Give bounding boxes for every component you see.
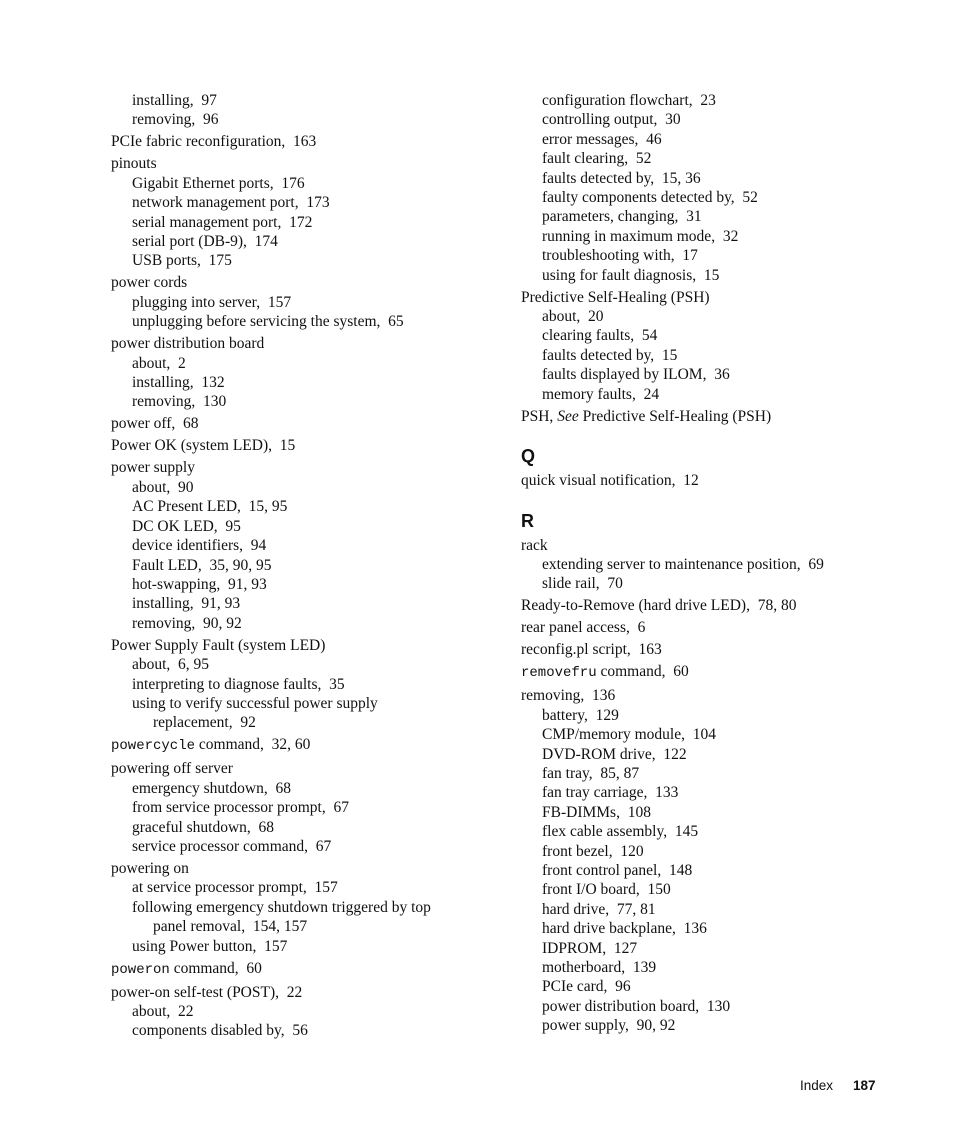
entry-text: panel removal, 154, 157 [153,918,308,936]
entry-text: parameters, changing, 31 [542,208,702,226]
index-subentry [111,536,491,555]
entry-text: removing, 136 [521,687,616,705]
entry-text: clearing faults, 54 [542,327,658,345]
entry-text: troubleshooting with, 17 [542,247,698,265]
index-subentry [521,169,901,188]
entry-text: front control panel, 148 [542,861,693,879]
index-subentry [521,822,901,841]
entry-text: about, 20 [542,308,604,326]
index-subentry [111,312,491,331]
index-entry-continuation [111,917,491,936]
entry-text: faults displayed by ILOM, 36 [542,366,730,384]
entry-text: power supply [111,459,195,477]
index-subentry [521,997,901,1016]
entry-text: extending server to maintenance position, 69 [542,555,824,573]
index-subentry [111,818,491,837]
index-subentry [521,574,901,593]
page-footer [800,1078,876,1093]
index-entry [111,414,491,433]
entry-text: from service processor prompt, 67 [132,799,349,817]
index-subentry [111,594,491,613]
entry-text: rear panel access, 6 [521,619,646,637]
index-entry [111,458,491,477]
entry-text: installing, 97 [132,92,217,109]
entry-text: PCIe card, 96 [542,978,631,996]
entry-text: power off, 68 [111,415,199,433]
index-subentry [521,783,901,802]
entry-text: faults detected by, 15, 36 [542,169,701,187]
index-subentry [111,193,491,212]
entry-text: memory faults, 24 [542,385,660,403]
entry-text: faults detected by, 15 [542,346,678,364]
index-subentry [111,354,491,373]
entry-text: fan tray carriage, 133 [542,784,679,802]
index-letter-heading: Q [521,446,536,467]
entry-text: using to verify successful power supply [132,694,378,712]
index-subentry [521,745,901,764]
index-subentry [521,149,901,168]
entry-text: DVD-ROM drive, 122 [542,745,687,763]
entry-text: emergency shutdown, 68 [132,779,291,797]
entry-text: faulty components detected by, 52 [542,189,758,207]
index-entry [111,636,491,655]
command-name: powercycle [111,738,196,755]
entry-text: hard drive backplane, 136 [542,920,707,938]
index-entry [521,471,901,490]
index-subentry [111,575,491,594]
index-subentry [111,1021,491,1040]
entry-text: pinouts [111,155,157,173]
index-entry [521,407,901,426]
index-entry [521,536,901,555]
entry-text: power cords [111,274,188,292]
index-subentry [111,898,491,917]
index-subentry [521,326,901,345]
index-letter-heading: R [521,510,534,531]
entry-text: FB-DIMMs, 108 [542,803,651,821]
entry-text: Predictive Self-Healing (PSH) [578,407,772,425]
index-subentry [111,837,491,856]
entry-text: motherboard, 139 [542,959,657,976]
entry-text: removing, 90, 92 [132,614,242,632]
entry-text: command, 60 [169,959,262,977]
index-entry [521,596,901,615]
entry-text: reconfig.pl script, 163 [521,641,662,659]
index-entry [111,154,491,173]
entry-text: IDPROM, 127 [542,939,638,957]
entry-text: powering on [111,859,189,877]
index-entry-continuation [111,713,491,732]
index-column-right [521,91,901,1036]
entry-text: configuration flowchart, 23 [542,92,716,109]
entry-text: battery, 129 [542,706,619,724]
index-entry [521,662,901,683]
index-entry [521,288,901,307]
entry-text: device identifiers, 94 [132,537,267,555]
index-entry [111,132,491,151]
entry-text: DC OK LED, 95 [132,517,241,535]
entry-text: CMP/memory module, 104 [542,726,716,744]
index-entry [111,959,491,980]
page-number: 187 [853,1078,876,1093]
index-entry [111,983,491,1002]
index-subentry [521,266,901,285]
entry-text: following emergency shutdown triggered by top [132,898,431,916]
index-subentry [521,725,901,744]
index-subentry [521,880,901,899]
index-subentry [111,779,491,798]
entry-text: network management port, 173 [132,194,330,212]
command-name: removefru [521,665,597,682]
index-subentry [521,227,901,246]
entry-text: rack [521,536,548,554]
see-reference: See [557,407,579,425]
index-subentry [111,655,491,674]
command-name: poweron [111,961,170,978]
entry-text: about, 6, 95 [132,656,210,674]
index-subentry [521,91,901,110]
index-subentry [521,1016,901,1035]
entry-text: slide rail, 70 [542,575,623,593]
index-entry [111,859,491,878]
index-subentry [111,878,491,897]
entry-text: serial management port, 172 [132,213,313,231]
footer-section: Index [800,1078,834,1093]
entry-text: using Power button, 157 [132,937,288,955]
index-subentry [111,556,491,575]
entry-text: error messages, 46 [542,130,662,148]
entry-text: about, 2 [132,354,186,372]
entry-text: controlling output, 30 [542,111,681,129]
entry-text: plugging into server, 157 [132,293,292,311]
index-subentry [521,307,901,326]
index-subentry [521,977,901,996]
entry-text: flex cable assembly, 145 [542,823,699,841]
entry-text: command, 60 [596,663,689,681]
index-subentry [521,130,901,149]
entry-text: Predictive Self-Healing (PSH) [521,288,710,306]
index-subentry [111,1002,491,1021]
entry-text: Ready-to-Remove (hard drive LED), 78, 80 [521,597,797,615]
index-subentry [521,110,901,129]
index-subentry [111,497,491,516]
index-subentry [521,861,901,880]
entry-text: front I/O board, 150 [542,881,671,899]
entry-text: Gigabit Ethernet ports, 176 [132,174,305,192]
entry-text: about, 22 [132,1003,194,1020]
entry-text: removing, 96 [132,111,219,129]
entry-text: fault clearing, 52 [542,150,652,168]
index-subentry [111,478,491,497]
entry-text: interpreting to diagnose faults, 35 [132,675,345,693]
index-subentry [521,246,901,265]
entry-text: service processor command, 67 [132,837,332,855]
entry-text: fan tray, 85, 87 [542,764,640,782]
index-subentry [521,365,901,384]
index-subentry [111,91,491,110]
index-subentry [111,232,491,251]
index-subentry [111,675,491,694]
index-subentry [521,803,901,822]
index-subentry [521,939,901,958]
entry-text: removing, 130 [132,393,227,411]
entry-text: unplugging before servicing the system, 65 [132,313,404,331]
entry-text: power supply, 90, 92 [542,1017,676,1035]
index-subentry [111,213,491,232]
index-subentry [521,900,901,919]
entry-text: Power Supply Fault (system LED) [111,636,326,654]
entry-text: installing, 132 [132,374,225,392]
index-subentry [521,842,901,861]
index-subentry [111,174,491,193]
index-subentry [111,614,491,633]
index-subentry [521,958,901,977]
index-subentry [521,207,901,226]
index-subentry [111,517,491,536]
entry-text: running in maximum mode, 32 [542,227,739,245]
index-entry [111,273,491,292]
index-subentry [111,251,491,270]
index-subentry [521,555,901,574]
entry-text: at service processor prompt, 157 [132,879,338,897]
index-subentry [521,188,901,207]
entry-text: components disabled by, 56 [132,1022,308,1040]
entry-text: powering off server [111,760,233,778]
index-subentry [521,764,901,783]
index-subentry [111,798,491,817]
index-subentry [111,373,491,392]
entry-text: installing, 91, 93 [132,595,241,613]
index-subentry [111,110,491,129]
entry-text: PCIe fabric reconfiguration, 163 [111,133,317,151]
entry-text: hot-swapping, 91, 93 [132,575,267,593]
entry-text: hard drive, 77, 81 [542,900,656,918]
index-entry [111,759,491,778]
entry-text: Fault LED, 35, 90, 95 [132,556,272,574]
entry-text: using for fault diagnosis, 15 [542,266,720,284]
entry-text: front bezel, 120 [542,842,644,860]
index-subentry [521,706,901,725]
entry-text: power-on self-test (POST), 22 [111,983,303,1001]
entry-text: about, 90 [132,478,194,496]
index-entry [111,735,491,756]
entry-text: power distribution board, 130 [542,997,731,1015]
index-entry [521,618,901,637]
entry-text: USB ports, 175 [132,252,232,270]
entry-text: graceful shutdown, 68 [132,818,275,836]
index-subentry [521,346,901,365]
index-subentry [111,937,491,956]
index-entry [111,436,491,455]
entry-text: Power OK (system LED), 15 [111,437,296,455]
index-subentry [111,293,491,312]
entry-text: serial port (DB-9), 174 [132,233,278,251]
entry-text: AC Present LED, 15, 95 [132,498,288,516]
entry-prefix: PSH, [521,407,558,425]
index-column-left [111,91,491,1041]
index-entry [521,640,901,659]
entry-text: quick visual notification, 12 [521,472,699,490]
entry-text: command, 32, 60 [195,736,311,754]
entry-text: power distribution board [111,335,265,353]
entry-text: replacement, 92 [153,714,256,732]
index-entry [111,334,491,353]
index-subentry [111,392,491,411]
index-entry [521,686,901,705]
index-subentry [521,919,901,938]
index-subentry [521,385,901,404]
index-subentry [111,694,491,713]
